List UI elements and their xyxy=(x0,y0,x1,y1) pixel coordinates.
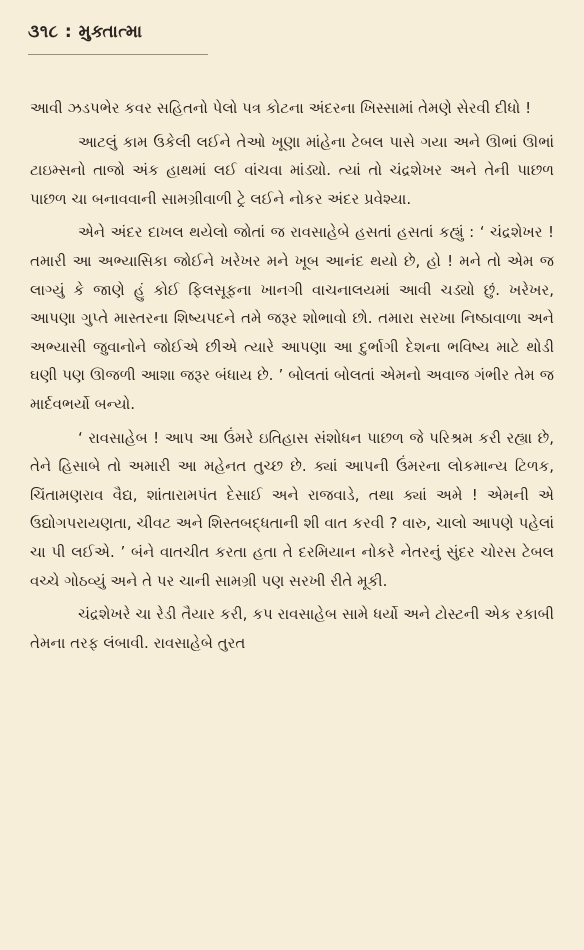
running-header: ૩૧૮ : મુક્તાત્મા xyxy=(28,22,143,42)
paragraph-5: ચંદ્રશેખરે ચા રેડી તૈયાર કરી, કપ રાવસાહેબ સામે ધર્યો અને ટોસ્ટની એક રકાબી તેમના તરફ લંબાવી. રાવસાહેબે તુરત xyxy=(30,605,554,652)
paragraph-4: ‘ રાવસાહેબ ! આપ આ ઉંમરે ઇતિહાસ સંશોધન પાછળ જે પરિશ્રમ કરી રહ્યા છે, તેને હિસાબે તો અમારી આ મહેનત તુચ્છ છે. ક્યાં આપની ઉંમરના લોકમાન્ય ટિળક, ચિંતામણરાવ વૈદ્ય, શાંતારામપંત દેસાઈ અને રાજવાડે, તથા ક્યાં અમે ! એમની એ ઉદ્યોગપરાયણતા, ચીવટ અને શિસ્તબદ્ધતાની શી વાત કરવી ? વારુ, ચાલો આપણે પહેલાં ચા પી લઈએ. ’ બંને વાતચીત કરતા હતા તે દરમિયાન નોકરે નેતરનું સુંદર ચોરસ ટેબલ વચ્ચે ગોઠવ્યું અને તે પર ચાની સામગ્રી પણ સરખી રીતે મૂકી. xyxy=(30,428,554,590)
body-text xyxy=(30,94,554,662)
paragraph-3: એને અંદર દાખલ થયેલો જોતાં જ રાવસાહેબે હસતાં હસતાં કહ્યું : ‘ ચંદ્રશેખર ! તમારી આ અભ્યાસિકા જોઈને ખરેખર મને ખૂબ આનંદ થયો છે, હો ! મને તો એમ જ લાગ્યું કે જાણે હું કોઈ ફિલસૂફના ખાનગી વાચનાલયમાં આવી ચડ્યો છું. ખરેખર, આપણા ગુપ્તે માસ્તરના શિષ્યપદને તમે જરૂર શોભાવો છો. તમારા સરખા નિષ્ઠાવાળા અને અભ્યાસી જુવાનોને જોઈએ છીએ ત્યારે આપણા આ દુર્ભાગી દેશના ભવિષ્ય માટે થોડી ઘણી પણ ઊજળી આશા જરૂર બંધાય છે. ’ બોલતાં બોલતાં એમનો અવાજ ગંભીર તેમ જ માર્દવભર્યો બન્યો. xyxy=(30,223,554,413)
paragraph-2: આટલું કામ ઉકેલી લઈને તેઓ ખૂણા માંહેના ટેબલ પાસે ગયા અને ઊભાં ઊભાં ટાઇમ્સનો તાજો અંક હાથમાં લઈ વાંચવા માંડ્યો. ત્યાં તો ચંદ્રશેખર અને તેની પાછળ પાછળ ચા બનાવવાની સામગ્રીવાળી ટ્રે લઈને નોકર અંદર પ્રવેશ્યા. xyxy=(30,132,554,208)
header-underline xyxy=(28,54,208,57)
paragraph-1: આવી ઝડપભેર કવર સહિતનો પેલો પત્ર કોટના અંદરના ખિસ્સામાં તેમણે સેરવી દીધો ! xyxy=(30,99,532,117)
